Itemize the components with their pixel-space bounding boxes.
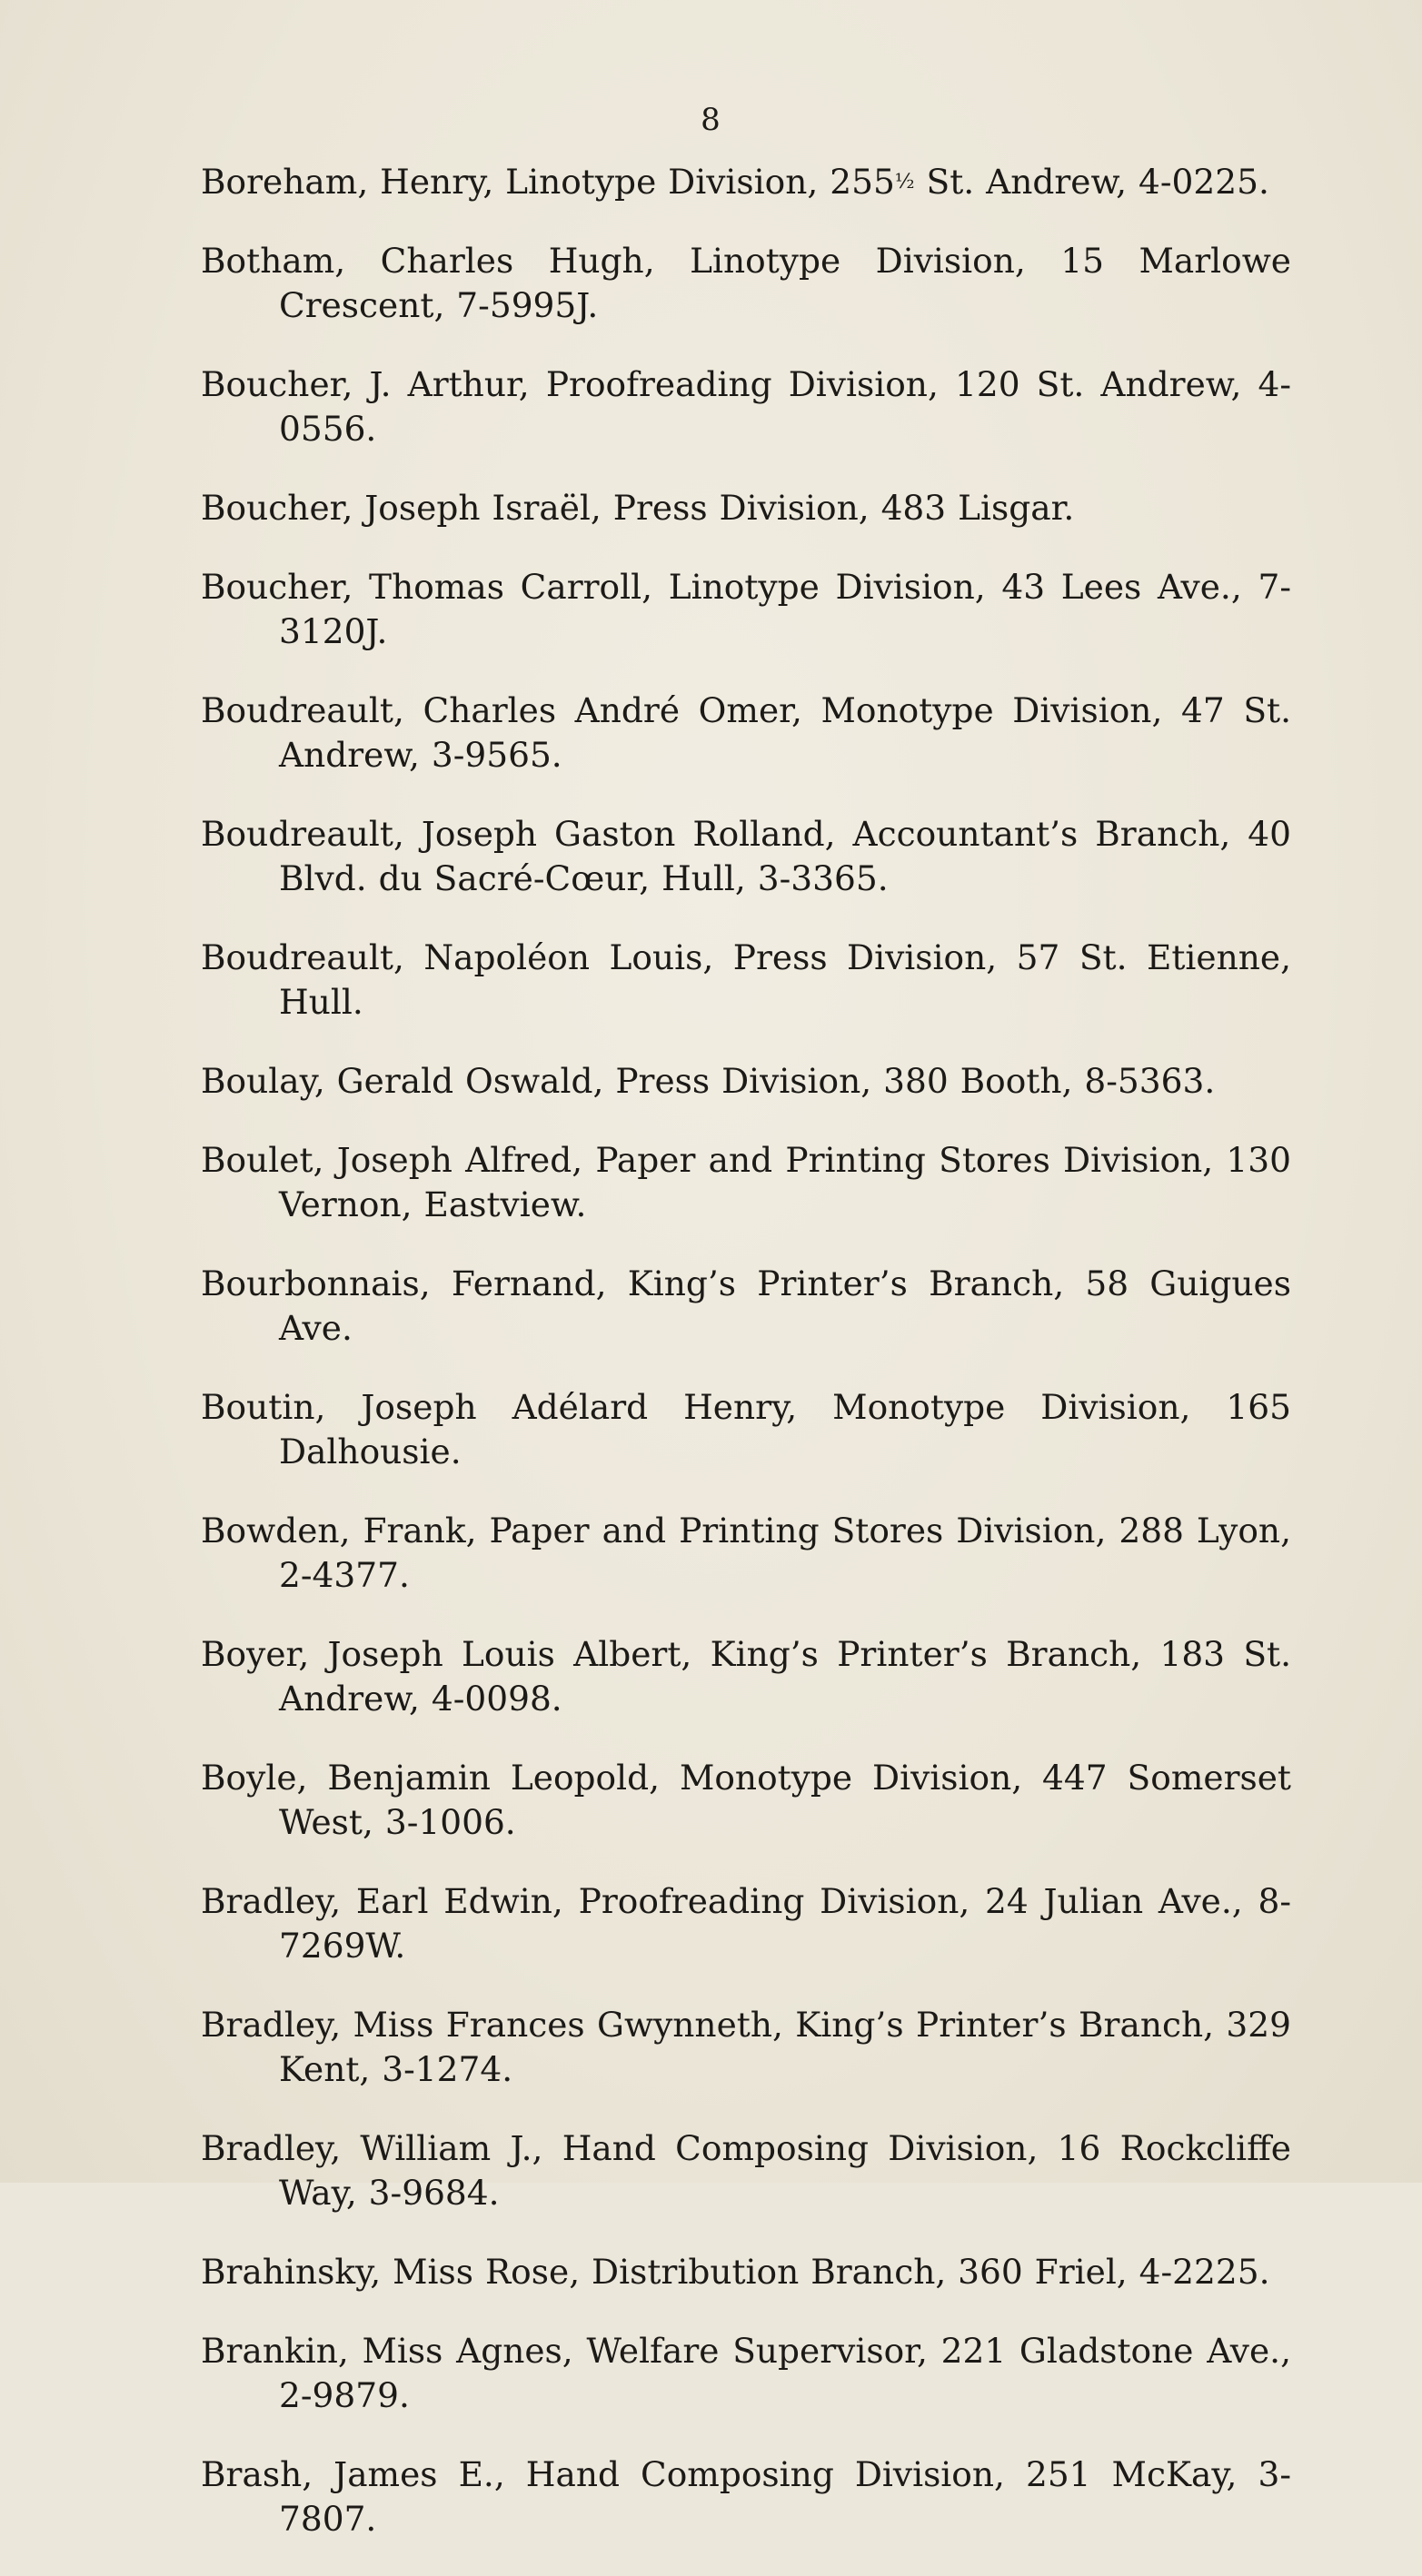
- list-item: Bradley, Miss Frances Gwynneth, King’s Printer’s Branch, 329 Kent, 3-1274.: [201, 2005, 1291, 2089]
- list-item: Boulay, Gerald Oswald, Press Division, 380 Booth, 8-5363.: [201, 1061, 1216, 1101]
- list-item: Boyer, Joseph Louis Albert, King’s Printer’s Branch, 183 St. Andrew, 4-0098.: [201, 1634, 1291, 1719]
- list-item: Bradley, William J., Hand Composing Division, 16 Rockcliffe Way, 3-9684.: [201, 2128, 1291, 2213]
- list-item: Boutin, Joseph Adélard Henry, Monotype Division, 165 Dalhousie.: [201, 1387, 1291, 1471]
- list-item: Boucher, J. Arthur, Proofreading Division, 120 St. Andrew, 4-0556.: [201, 364, 1291, 449]
- list-item: Boucher, Joseph Israël, Press Division, 483 Lisgar.: [201, 488, 1075, 528]
- page-number: 8: [701, 102, 721, 138]
- list-item: Boudreault, Napoléon Louis, Press Division, 57 St. Etienne, Hull.: [201, 937, 1291, 1022]
- list-item: Boulet, Joseph Alfred, Paper and Printing Stores Division, 130 Vernon, Eastview.: [201, 1140, 1291, 1224]
- list-item: Bradley, Earl Edwin, Proofreading Division, 24 Julian Ave., 8-7269W.: [201, 1881, 1291, 1966]
- list-item: Brankin, Miss Agnes, Welfare Supervisor, 221 Gladstone Ave., 2-9879.: [201, 2331, 1291, 2415]
- list-item: Botham, Charles Hugh, Linotype Division, 15 Marlowe Crescent, 7-5995J.: [201, 241, 1291, 325]
- list-item: Bowden, Frank, Paper and Printing Stores Division, 288 Lyon, 2-4377.: [201, 1511, 1291, 1595]
- list-item: Brahinsky, Miss Rose, Distribution Branch, 360 Friel, 4-2225.: [201, 2252, 1270, 2292]
- list-item: Brash, James E., Hand Composing Division, 251 McKay, 3-7807.: [201, 2454, 1291, 2539]
- list-item: Boudreault, Charles André Omer, Monotype Division, 47 St. Andrew, 3-9565.: [201, 690, 1291, 775]
- list-item: Bourbonnais, Fernand, King’s Printer’s Branch, 58 Guigues Ave.: [201, 1263, 1291, 1348]
- list-item: Boyle, Benjamin Leopold, Monotype Division, 447 Somerset West, 3-1006.: [201, 1758, 1291, 1842]
- directory-list: [201, 160, 1291, 2576]
- list-item: Boudreault, Joseph Gaston Rolland, Accountant’s Branch, 40 Blvd. du Sacré-Cœur, Hull, 3-3365.: [201, 814, 1291, 898]
- list-item: Boucher, Thomas Carroll, Linotype Division, 43 Lees Ave., 7-3120J.: [201, 567, 1291, 651]
- list-item: Boreham, Henry, Linotype Division, 255½ St. Andrew, 4-0225.: [201, 162, 1269, 202]
